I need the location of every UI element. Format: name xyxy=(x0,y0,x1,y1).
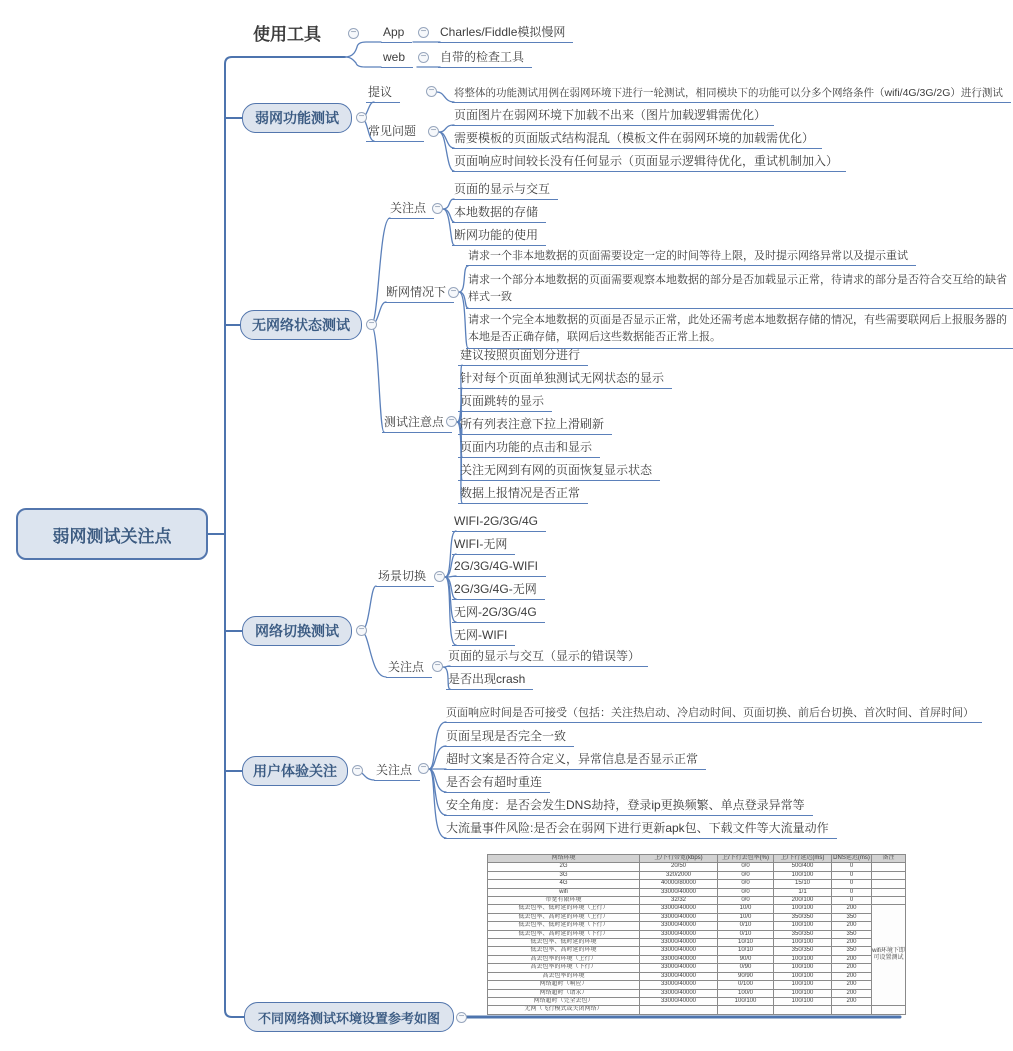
table-row xyxy=(488,871,906,879)
leaf-topic[interactable]: 无网-2G/3G/4G xyxy=(452,605,545,623)
collapse-icon[interactable]: − xyxy=(456,1012,467,1023)
table-cell: 网络超时（完全丢包） xyxy=(488,997,640,1005)
table-cell: 0 xyxy=(832,863,872,871)
table-cell: 33000/40000 xyxy=(640,888,718,896)
table-cell: 低丢包率、低时延的环境（下行） xyxy=(488,922,640,930)
collapse-icon[interactable]: − xyxy=(432,203,443,214)
table-cell: 200 xyxy=(832,955,872,963)
table-cell: 200 xyxy=(832,964,872,972)
branch-network-env-settings[interactable]: 不同网络测试环境设置参考如图 xyxy=(244,1002,454,1032)
table-row xyxy=(488,930,906,938)
leaf-topic[interactable]: 安全角度：是否会发生DNS劫持，登录ip更换频繁、单点登录异常等 xyxy=(444,798,813,816)
table-cell: 0 xyxy=(832,880,872,888)
table-cell: 100/100 xyxy=(774,989,832,997)
table-row xyxy=(488,997,906,1005)
collapse-icon[interactable]: − xyxy=(348,28,359,39)
leaf-topic[interactable]: WIFI-无网 xyxy=(452,537,515,555)
table-cell: 0 xyxy=(832,888,872,896)
topic-proposal[interactable]: 提议 xyxy=(366,85,400,103)
leaf-topic[interactable]: 页面的显示与交互（显示的错误等） xyxy=(446,649,648,667)
table-cell: 100/100 xyxy=(774,981,832,989)
table-cell: 90/90 xyxy=(718,972,774,980)
table-cell: 10/10 xyxy=(718,947,774,955)
table-row xyxy=(488,947,906,955)
leaf-topic[interactable]: 2G/3G/4G-WIFI xyxy=(452,559,546,577)
collapse-icon[interactable]: − xyxy=(418,27,429,38)
table-cell xyxy=(872,888,906,896)
table-row xyxy=(488,897,906,905)
topic-test-notes[interactable]: 测试注意点 xyxy=(382,415,452,433)
leaf-topic[interactable]: 页面内功能的点击和显示 xyxy=(458,440,600,458)
leaf-topic[interactable]: 请求一个完全本地数据的页面是否显示正常，此处还需考虑本地数据存储的情况，有些需要联网后上报服务器的本地是否正确存储，联网后这些数据能否正常上报。 xyxy=(466,312,1013,349)
table-cell xyxy=(872,1006,906,1014)
collapse-icon[interactable]: − xyxy=(356,625,367,636)
table-cell xyxy=(872,880,906,888)
table-cell: 100/100 xyxy=(774,871,832,879)
table-row xyxy=(488,981,906,989)
leaf-topic[interactable]: 超时文案是否符合定义，异常信息是否显示正常 xyxy=(444,752,706,770)
table-cell: 1/1 xyxy=(774,888,832,896)
table-cell: 2G xyxy=(488,863,640,871)
table-cell: 200/100 xyxy=(774,897,832,905)
table-header xyxy=(488,855,906,863)
table-cell: 0/90 xyxy=(718,964,774,972)
table-cell: 200 xyxy=(832,939,872,947)
table-cell: 低丢包率、低时延的环境（上行） xyxy=(488,905,640,913)
leaf-topic[interactable]: 是否会有超时重连 xyxy=(444,775,550,793)
table-cell: 33000/40000 xyxy=(640,930,718,938)
leaf-topic[interactable]: 针对每个页面单独测试无网状态的显示 xyxy=(458,371,672,389)
table-cell: 网络超时（响应） xyxy=(488,981,640,989)
table-row xyxy=(488,939,906,947)
table-cell: 100/100 xyxy=(774,939,832,947)
table-cell: 350 xyxy=(832,947,872,955)
branch-weak-network-function-test[interactable]: 弱网功能测试 xyxy=(242,103,352,133)
table-cell: 100/100 xyxy=(774,955,832,963)
table-cell: 15/10 xyxy=(774,880,832,888)
collapse-icon[interactable]: − xyxy=(432,661,443,672)
table-row xyxy=(488,1006,906,1014)
table-cell: 0/0 xyxy=(718,888,774,896)
collapse-icon[interactable]: − xyxy=(352,765,363,776)
table-cell: 350/350 xyxy=(774,947,832,955)
leaf-topic[interactable]: 是否出现crash xyxy=(446,672,533,690)
leaf-topic[interactable]: 断网功能的使用 xyxy=(452,228,546,246)
leaf-topic[interactable]: 建议按照页面划分进行 xyxy=(458,348,588,366)
table-cell xyxy=(872,863,906,871)
table-cell: 10/0 xyxy=(718,905,774,913)
leaf-topic[interactable]: 页面响应时间较长没有任何显示（页面显示逻辑待优化，重试机制加入） xyxy=(452,154,846,172)
collapse-icon[interactable]: − xyxy=(418,763,429,774)
table-cell: 33000/40000 xyxy=(640,947,718,955)
table-cell: 200 xyxy=(832,997,872,1005)
table-cell xyxy=(872,897,906,905)
table-cell: 100/100 xyxy=(774,905,832,913)
table-cell: 3G xyxy=(488,871,640,879)
table-cell: 200 xyxy=(832,972,872,980)
network-env-table[interactable] xyxy=(487,854,906,1015)
table-cell: 33000/40000 xyxy=(640,922,718,930)
table-cell: 350/350 xyxy=(774,930,832,938)
table-cell: 320/2000 xyxy=(640,871,718,879)
table-row xyxy=(488,972,906,980)
table-row xyxy=(488,905,906,913)
table-cell xyxy=(872,871,906,879)
table-cell: wifi xyxy=(488,888,640,896)
table-cell: 带宽有限环境 xyxy=(488,897,640,905)
collapse-icon[interactable]: − xyxy=(418,52,429,63)
leaf-topic[interactable]: 页面的显示与交互 xyxy=(452,182,558,200)
table-cell xyxy=(718,1006,774,1014)
table-header-cell: 上/下行带宽(kbps) xyxy=(640,855,718,863)
leaf-topic[interactable]: 本地数据的存储 xyxy=(452,205,546,223)
table-cell: 低丢包率、高时延的环境（上行） xyxy=(488,913,640,921)
table-note-cell: wifi环境下即可设置测试 xyxy=(872,905,906,1006)
table-cell: 33000/40000 xyxy=(640,981,718,989)
table-cell xyxy=(832,1006,872,1014)
table-cell: 100/100 xyxy=(774,972,832,980)
leaf-topic[interactable]: 页面跳转的显示 xyxy=(458,394,552,412)
table-row xyxy=(488,913,906,921)
table-cell: 100/100 xyxy=(718,997,774,1005)
table-cell: 4G xyxy=(488,880,640,888)
table-cell: 100/100 xyxy=(774,964,832,972)
table-cell: 网络超时（请求） xyxy=(488,989,640,997)
table-cell: 100/100 xyxy=(774,997,832,1005)
table-row xyxy=(488,922,906,930)
leaf-topic[interactable]: 自带的检查工具 xyxy=(438,50,532,68)
table-cell: 20/50 xyxy=(640,863,718,871)
table-cell: 33000/40000 xyxy=(640,997,718,1005)
table-cell: 低丢包率、高时延的环境（下行） xyxy=(488,930,640,938)
table-row xyxy=(488,955,906,963)
leaf-topic[interactable]: 所有列表注意下拉上滑刷新 xyxy=(458,417,612,435)
table-row xyxy=(488,888,906,896)
table-cell: 0 xyxy=(832,871,872,879)
table-cell: 0/0 xyxy=(718,871,774,879)
leaf-topic[interactable]: 页面呈现是否完全一致 xyxy=(444,729,574,747)
table-cell: 33000/40000 xyxy=(640,972,718,980)
collapse-icon[interactable]: − xyxy=(366,319,377,330)
table-cell: 200 xyxy=(832,989,872,997)
leaf-topic[interactable]: 请求一个部分本地数据的页面需要观察本地数据的部分是否加载显示正常，待请求的部分是否符合交互给的缺省样式一致 xyxy=(466,272,1013,309)
table-cell: 100/100 xyxy=(774,922,832,930)
table-cell: 350 xyxy=(832,930,872,938)
table-cell: 33000/40000 xyxy=(640,913,718,921)
leaf-topic[interactable]: 将整体的功能测试用例在弱网环境下进行一轮测试，相同模块下的功能可以分多个网络条件（wifi/4G/3G/2G）进行测试 xyxy=(452,86,1011,103)
table-header-cell: 网络环境 xyxy=(488,855,640,863)
table-row xyxy=(488,863,906,871)
table-cell: 100/0 xyxy=(718,989,774,997)
branch-tools-used[interactable]: 使用工具 xyxy=(253,25,321,44)
topic-focus-points[interactable]: 关注点 xyxy=(388,201,434,219)
collapse-icon[interactable]: − xyxy=(446,416,457,427)
table-row xyxy=(488,989,906,997)
table-cell: 40000/80000 xyxy=(640,880,718,888)
collapse-icon[interactable]: − xyxy=(428,126,439,137)
table-header-cell: DNS延迟(ms) xyxy=(833,855,870,861)
leaf-topic[interactable]: 2G/3G/4G-无网 xyxy=(452,582,545,600)
leaf-topic[interactable]: 大流量事件风险:是否会在弱网下进行更新apk包、下载文件等大流量动作 xyxy=(444,821,837,839)
table-cell: 33000/40000 xyxy=(640,989,718,997)
topic-common-problems[interactable]: 常见问题 xyxy=(366,124,424,142)
leaf-topic[interactable]: 需要模板的页面版式结构混乱（模板文件在弱网环境的加载需优化） xyxy=(452,131,822,149)
table-cell: 10/0 xyxy=(718,913,774,921)
table-cell: 33000/40000 xyxy=(640,939,718,947)
leaf-topic[interactable]: 页面响应时间是否可接受（包括：关注热启动、冷启动时间、页面切换、前后台切换、首次时间、首屏时间） xyxy=(444,706,982,723)
root-topic[interactable]: 弱网测试关注点 xyxy=(16,508,208,560)
leaf-topic[interactable]: 数据上报情况是否正常 xyxy=(458,486,588,504)
network-table xyxy=(487,854,906,1015)
topic-app[interactable]: App xyxy=(381,25,412,43)
table-cell: 33000/40000 xyxy=(640,964,718,972)
leaf-topic[interactable]: Charles/Fiddle模拟慢网 xyxy=(438,25,573,43)
leaf-topic[interactable]: 请求一个非本地数据的页面需要设定一定的时间等待上限，及时提示网络异常以及提示重试 xyxy=(466,249,916,266)
table-header-cell: 上/下行丢包率(%) xyxy=(718,855,774,863)
table-row xyxy=(488,964,906,972)
table-cell: 无网（飞行模式或关闭网络） xyxy=(488,1006,640,1014)
topic-offline-cases[interactable]: 断网情况下 xyxy=(384,285,454,303)
table-cell: 0 xyxy=(832,897,872,905)
table-cell: 10/10 xyxy=(718,939,774,947)
table-cell: 0/10 xyxy=(718,930,774,938)
table-cell: 高丢包率的环境（上行） xyxy=(488,955,640,963)
topic-switch-focus-points[interactable]: 关注点 xyxy=(386,660,432,678)
table-cell: 350 xyxy=(832,913,872,921)
table-cell: 高丢包率的环境（下行） xyxy=(488,964,640,972)
table-header-cell: 备注 xyxy=(872,855,906,863)
table-cell: 500/400 xyxy=(774,863,832,871)
topic-ux-focus-points[interactable]: 关注点 xyxy=(374,763,420,781)
table-cell: 高丢包率的环境 xyxy=(488,972,640,980)
table-header-cell: 上/下行延迟(ms) xyxy=(774,855,832,863)
table-cell: 低丢包率、高时延的环境 xyxy=(488,947,640,955)
table-cell: 0/0 xyxy=(718,863,774,871)
table-row xyxy=(488,880,906,888)
table-cell: 0/0 xyxy=(718,880,774,888)
branch-user-experience-focus[interactable]: 用户体验关注 xyxy=(242,756,348,786)
table-cell: 200 xyxy=(832,922,872,930)
leaf-topic[interactable]: 关注无网到有网的页面恢复显示状态 xyxy=(458,463,660,481)
table-cell: 350/350 xyxy=(774,913,832,921)
collapse-icon[interactable]: − xyxy=(426,86,437,97)
table-cell: 90/0 xyxy=(718,955,774,963)
leaf-topic[interactable]: 无网-WIFI xyxy=(452,628,515,646)
table-cell: 0/10 xyxy=(718,922,774,930)
topic-web[interactable]: web xyxy=(381,50,413,68)
collapse-icon[interactable]: − xyxy=(356,112,367,123)
table-cell: 200 xyxy=(832,981,872,989)
collapse-icon[interactable]: − xyxy=(448,287,459,298)
table-cell: 200 xyxy=(832,905,872,913)
table-cell: 0/0 xyxy=(718,897,774,905)
table-cell xyxy=(640,1006,718,1014)
table-cell: 0/100 xyxy=(718,981,774,989)
table-cell: 33000/40000 xyxy=(640,905,718,913)
branch-network-switch-test[interactable]: 网络切换测试 xyxy=(242,616,352,646)
table-cell xyxy=(774,1006,832,1014)
collapse-icon[interactable]: − xyxy=(434,571,445,582)
table-cell: 32/32 xyxy=(640,897,718,905)
table-body xyxy=(488,863,906,1014)
branch-no-network-state-test[interactable]: 无网络状态测试 xyxy=(240,310,362,340)
leaf-topic[interactable]: 页面图片在弱网环境下加载不出来（图片加载逻辑需优化） xyxy=(452,108,774,126)
table-cell: 低丢包率、低时延的环境 xyxy=(488,939,640,947)
topic-scene-switch[interactable]: 场景切换 xyxy=(376,569,434,587)
table-cell: 33000/40000 xyxy=(640,955,718,963)
leaf-topic[interactable]: WIFI-2G/3G/4G xyxy=(452,514,546,532)
